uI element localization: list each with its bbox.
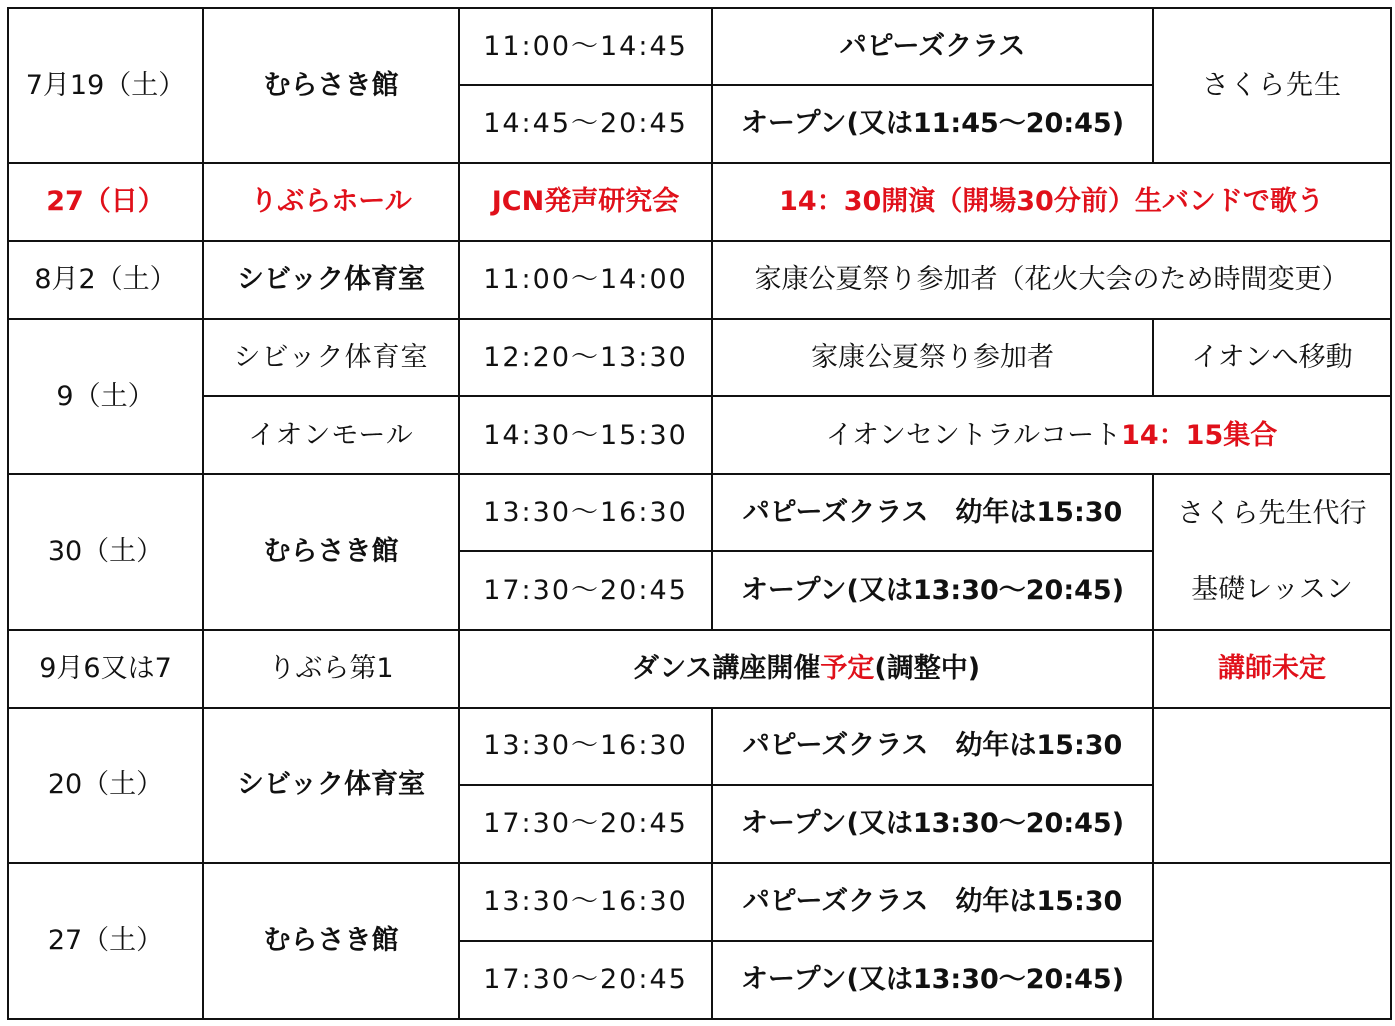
date-cell: 20（土） xyxy=(8,708,203,863)
time-cell: 13:30〜16:30 xyxy=(459,863,712,941)
venue-cell: シビック体育室 xyxy=(203,319,459,396)
venue-cell: むらさき館 xyxy=(203,474,459,629)
date-cell: 7月19（土） xyxy=(8,8,203,163)
schedule-table xyxy=(7,7,1392,1020)
time-cell: 17:30〜20:45 xyxy=(459,941,712,1019)
table-row xyxy=(8,241,1391,319)
date-cell: 27（土） xyxy=(8,863,203,1019)
note-text: イオンセントラルコート xyxy=(825,419,1122,451)
note-cell: 家康公夏祭り参加者（花火大会のため時間変更） xyxy=(712,241,1391,319)
note-cell xyxy=(712,396,1391,474)
table-row xyxy=(8,396,1391,474)
dance-text: ダンス講座開催 xyxy=(631,652,821,684)
venue-cell: イオンモール xyxy=(203,396,459,474)
class-cell: パピーズクラス 幼年は15:30 xyxy=(712,863,1153,941)
class-cell: オープン(又は13:30〜20:45) xyxy=(712,941,1153,1019)
teacher-cell xyxy=(1153,863,1391,1019)
time-cell: 13:30〜16:30 xyxy=(459,708,712,785)
teacher-cell: 講師未定 xyxy=(1153,630,1391,708)
time-cell: 17:30〜20:45 xyxy=(459,785,712,863)
class-cell: パピーズクラス xyxy=(712,8,1153,85)
date-cell: 27（日） xyxy=(8,163,203,241)
class-cell: パピーズクラス 幼年は15:30 xyxy=(712,474,1153,551)
venue-cell: むらさき館 xyxy=(203,863,459,1019)
table-row xyxy=(8,319,1391,396)
teacher-cell: さくら先生 xyxy=(1153,8,1391,163)
venue-cell: シビック体育室 xyxy=(203,241,459,319)
table-row xyxy=(8,708,1391,785)
class-cell: オープン(又は11:45〜20:45) xyxy=(712,85,1153,163)
venue-cell: むらさき館 xyxy=(203,8,459,163)
date-cell: 8月2（土） xyxy=(8,241,203,319)
time-cell: 11:00〜14:00 xyxy=(459,241,712,319)
lesson-cell: 基礎レッスン xyxy=(1153,551,1391,629)
table-row xyxy=(8,474,1391,551)
class-cell: オープン(又は13:30〜20:45) xyxy=(712,785,1153,863)
teacher-cell: さくら先生代行 xyxy=(1153,474,1391,551)
time-cell: 12:20〜13:30 xyxy=(459,319,712,396)
venue-cell: りぶらホール xyxy=(203,163,459,241)
time-cell: 17:30〜20:45 xyxy=(459,551,712,629)
note-cell: 家康公夏祭り参加者 xyxy=(712,319,1153,396)
note-cell: 14：30開演（開場30分前）生バンドで歌う xyxy=(712,163,1391,241)
date-cell: 9（土） xyxy=(8,319,203,474)
teacher-cell xyxy=(1153,708,1391,863)
table-row xyxy=(8,163,1391,241)
time-cell: 14:45〜20:45 xyxy=(459,85,712,163)
table-row xyxy=(8,8,1391,85)
venue-cell: りぶら第1 xyxy=(203,630,459,708)
move-cell: イオンへ移動 xyxy=(1153,319,1391,396)
date-cell: 9月6又は7 xyxy=(8,630,203,708)
date-cell: 30（土） xyxy=(8,474,203,629)
planned-text: 予定 xyxy=(820,652,875,684)
table-row xyxy=(8,863,1391,941)
time-cell: 11:00〜14:45 xyxy=(459,8,712,85)
class-cell: オープン(又は13:30〜20:45) xyxy=(712,551,1153,629)
dance-cell xyxy=(459,630,1153,708)
venue-cell: シビック体育室 xyxy=(203,708,459,863)
time-cell: 13:30〜16:30 xyxy=(459,474,712,551)
adjusting-text: (調整中) xyxy=(874,652,981,684)
gather-time-text: 14：15集合 xyxy=(1121,419,1278,451)
class-cell: パピーズクラス 幼年は15:30 xyxy=(712,708,1153,785)
event-cell: JCN発声研究会 xyxy=(459,163,712,241)
time-cell: 14:30〜15:30 xyxy=(459,396,712,474)
table-row xyxy=(8,630,1391,708)
